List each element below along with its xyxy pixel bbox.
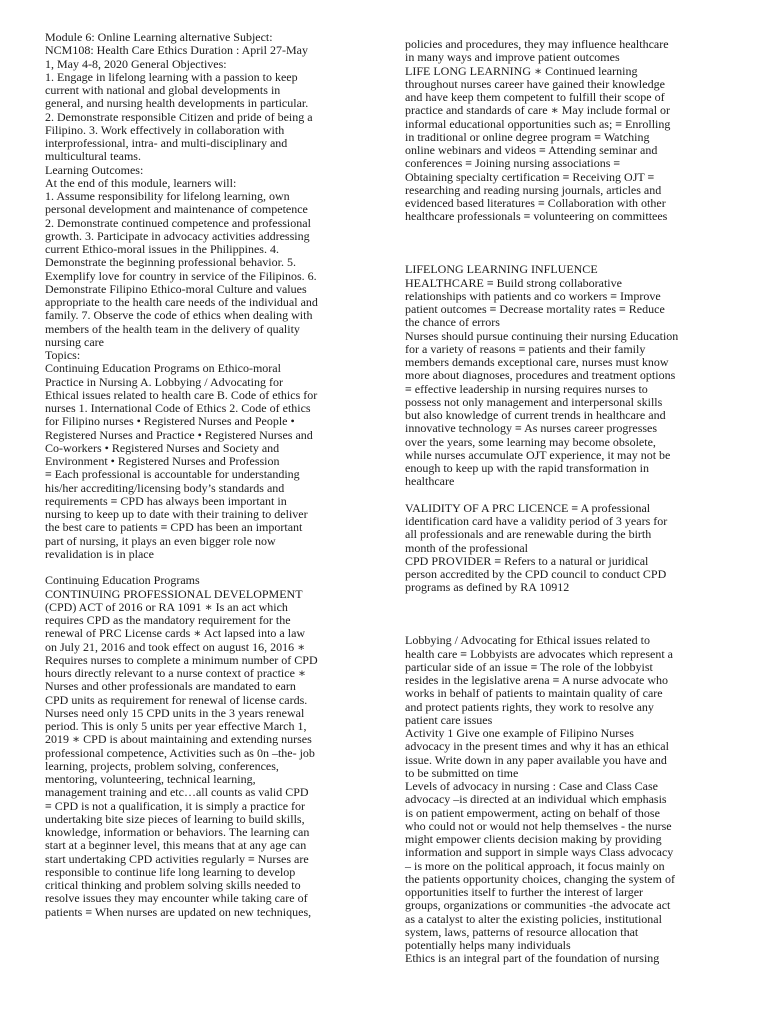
text-line: groups, organizations or communities -the advocate act [405,898,671,913]
text-line: health care ≡ Lobbyists are advocates which represent a [405,646,673,661]
text-line: informal educational opportunities such as; ≡ Enrolling [405,116,671,131]
text-line: CONTINUING PROFESSIONAL DEVELOPMENT [45,586,303,601]
text-line: particular side of an issue ≡ The role of the lobbyist [405,659,653,674]
right-text-column [405,38,751,966]
text-line: potentially helps many individuals [405,938,571,952]
text-line: opportunities itself to further the interest of larger [405,885,644,899]
text-line: possess not only management and interpersonal skills [405,394,663,409]
text-line: part of nursing, it plays an even bigger role now [45,533,276,548]
text-line: Co-workers • Registered Nurses and Society and [45,440,280,455]
text-line: management training and etc…all counts as valid CPD [45,785,309,800]
text-line: Filipino. 3. Work effectively in collaboration with [45,122,285,137]
text-line: Module 6: Online Learning alternative Subject: [45,30,273,44]
text-line: policies and procedures, they may influence healthcare [405,37,669,51]
text-line: Requires nurses to complete a minimum number of CPD [45,652,318,667]
text-line: NCM108: Health Care Ethics Duration : April 27-May [45,43,308,58]
text-line: but also knowledge of current trends in healthcare and [405,408,666,422]
text-line: 2. Demonstrate responsible Citizen and pride of being a [45,109,313,124]
text-line: healthcare [405,474,455,489]
text-line: his/her accrediting/licensing body’s standards and [45,480,285,495]
text-line [405,608,751,621]
text-line: the best care to patients ≡ CPD has been an important [45,520,303,535]
text-line: nursing to keep up to date with their training to deliver [45,507,308,521]
text-line: period. This is only 5 units per year effective March 1, [45,719,307,733]
text-line: resolve issues they may encounter while taking care of [45,891,308,906]
text-line: in traditional or online degree program ≡ Watching [405,129,650,144]
text-line: advocacy in the present times and why it has an ethical [405,739,669,754]
text-line: members demands exceptional care, nurses must know [405,355,669,369]
text-line: enough to keep up with the rapid transformation in [405,461,649,475]
text-line: current Ethico-moral issues in the Philippines. 4. [45,242,279,256]
text-line: for Filipino nurses • Registered Nurses and People • [45,414,295,429]
text-line: programs as defined by RA 10912 [405,580,570,595]
text-line: interprofessional, intra- and multi-disciplinary and [45,136,288,150]
text-line: requirements ≡ CPD has always been important in [45,493,287,508]
text-line: patient care issues [405,712,493,727]
text-line: responsible to continue life long learning to develop [45,864,296,879]
text-line: Lobbying / Advocating for Ethical issues related to [405,633,650,648]
left-text-column [45,31,357,919]
text-line: researching and reading nursing journals, articles and [405,182,662,197]
text-line: online webinars and videos ≡ Attending seminar and [405,143,658,157]
text-line: is on patient empowerment, acting on behalf of those [405,805,660,820]
text-line: 1, May 4-8, 2020 General Objectives: [45,56,227,71]
text-line: for a variety of reasons ≡ patients and their family [405,341,646,356]
text-line [405,621,751,634]
text-line: ≡ effective leadership in nursing requires nurses to [405,381,648,396]
text-line: Ethics is an integral part of the foundation of nursing [405,951,660,966]
text-line: – is more on the political approach, it focus mainly on [405,858,665,873]
text-line: nursing care [45,334,104,349]
text-line: multicultural teams. [45,149,141,164]
text-line: CPD units as requirement for renewal of license cards. [45,692,308,707]
text-line: person accredited by the CPD council to conduct CPD [405,567,667,581]
text-line: renewal of PRC License cards ∗ Act lapsed into a law [45,626,306,641]
text-line: Nurses should pursue continuing their nursing Education [405,328,679,343]
text-line: 1. Assume responsibility for lifelong learning, own [45,189,290,203]
text-line: patients ≡ When nurses are updated on new techniques, [45,904,312,919]
text-line: mentoring, volunteering, technical learning, [45,772,256,786]
text-line: 1. Engage in lifelong learning with a passion to keep [45,69,298,84]
text-line [405,250,751,263]
text-line: over the years, some learning may become obsolete, [405,434,656,449]
text-line: throughout nurses career have gained their knowledge [405,76,665,91]
text-line: information and support in simple ways Class advocacy [405,845,674,860]
text-line: LIFELONG LEARNING INFLUENCE [405,262,598,277]
text-line: nurses 1. International Code of Ethics 2. Code of ethics [45,401,311,415]
text-line: start undertaking CPD activities regularly ≡ Nurses are [45,851,309,866]
text-line [405,595,751,608]
text-line: in many ways and improve patient outcomes [405,50,620,65]
text-line: Continuing Education Programs on Ethico-moral [45,361,281,376]
text-line: as a catalyst to alter the existing policies, institutional [405,911,662,926]
text-line: Demonstrate Filipino Ethico-moral Culture and values [45,281,307,296]
text-line: family. 7. Observe the code of ethics when dealing with [45,308,313,323]
text-line: current with national and global developments in [45,83,281,97]
text-line: learning, projects, problem solving, conferences, [45,758,279,773]
text-line: relationships with patients and co workers ≡ Improve [405,288,661,303]
text-line: evidenced based literatures ≡ Collaboration with other [405,196,666,210]
text-line: start at a beginner level, this means that at any age can [45,838,307,853]
text-line: Exemplify love for country in service of the Filipinos. 6. [45,268,317,283]
text-line [405,489,751,502]
text-line: Learning Outcomes: [45,162,144,177]
text-line: 2. Demonstrate continued competence and professional [45,215,311,230]
text-line: members of the health team in the delivery of quality [45,321,300,336]
text-line: Levels of advocacy in nursing : Case and Class Case [405,779,658,793]
text-line: Demonstrate the beginning professional behavior. 5. [45,255,296,270]
text-line: Practice in Nursing A. Lobbying / Advocating for [45,374,283,389]
text-line: appropriate to the health care needs of the individual and [45,295,318,309]
text-line: undertaking bite size pieces of learning to build skills, [45,811,305,826]
text-line: requires CPD as the mandatory requirement for the [45,613,291,627]
text-line: issue. Write down in any paper available you have and [405,752,667,767]
text-line: resides in the legislative arena ≡ A nurse advocate who [405,673,669,687]
text-line: advocacy –is directed at an individual which emphasis [405,792,667,807]
text-line [45,561,357,574]
text-line: knowledge, information or behaviors. The learning can [45,825,310,839]
text-line: VALIDITY OF A PRC LICENCE ≡ A professional [405,500,651,515]
text-line: the patients opportunity choices, changing the system of [405,871,675,886]
text-line: HEALTHCARE ≡ Build strong collaborative [405,275,622,290]
text-line: healthcare professionals ≡ volunteering on committees [405,209,668,224]
text-line: personal development and maintenance of competence [45,202,308,217]
text-line: Registered Nurses and Practice • Registered Nurses and [45,427,313,442]
text-line: the chance of errors [405,315,500,330]
text-line: professional competence, Activities such as 0n –the- job [45,745,315,760]
text-line: 2019 ∗ CPD is about maintaining and extending nurses [45,732,312,747]
text-line: (CPD) ACT of 2016 or RA 1091 ∗ Is an act which [45,599,288,614]
text-line: Topics: [45,348,81,362]
text-line: works in behalf of patients to maintain quality of care [405,686,663,701]
text-line: and have keep them competent to fulfill their scope of [405,90,665,104]
text-line: Continuing Education Programs [45,573,200,588]
text-line: innovative technology ≡ As nurses career progresses [405,421,658,436]
text-line: who could not or would not help themselves - the nurse [405,818,672,833]
text-line: and protect patients rights, they work to resolve any [405,699,654,714]
text-line: general, and nursing health developments in particular. [45,96,309,111]
text-line: CPD PROVIDER ≡ Refers to a natural or juridical [405,553,649,568]
text-line: more about diagnoses, procedures and treatment options [405,368,676,383]
text-line: At the end of this module, learners will: [45,175,237,190]
text-line: patient outcomes ≡ Decrease mortality rates ≡ Reduce [405,302,665,316]
text-line: practice and standards of care ∗ May include formal or [405,103,671,118]
text-line: conferences ≡ Joining nursing associations ≡ [405,156,621,171]
text-line: LIFE LONG LEARNING ∗ Continued learning [405,63,638,78]
text-line: Environment • Registered Nurses and Profession [45,454,280,468]
text-line: to be submitted on time [405,765,519,780]
text-line: on July 21, 2016 and took effect on august 16, 2016 ∗ [45,639,306,654]
text-line: growth. 3. Participate in advocacy activities addressing [45,228,310,243]
text-line: Nurses and other professionals are mandated to earn [45,679,296,694]
text-line: month of the professional [405,540,528,555]
text-line: ≡ CPD is not a qualification, it is simply a practice for [45,798,306,813]
text-line: system, laws, patterns of resource allocation that [405,924,639,939]
text-line: Obtaining specialty certification ≡ Receiving OJT ≡ [405,169,655,184]
text-line: might empower clients decision making by providing [405,832,662,846]
text-line [405,237,751,250]
text-line: while nurses accumulate OJT experience, it may not be [405,447,671,462]
text-line [405,224,751,237]
text-line: Nurses need only 15 CPD units in the 3 years renewal [45,705,305,720]
text-line: critical thinking and problem solving skills needed to [45,878,301,892]
text-line: all professionals and are renewable during the birth [405,527,652,542]
text-line: hours directly relevant to a nurse context of practice ∗ [45,666,307,680]
text-line: ≡ Each professional is accountable for understanding [45,467,300,482]
text-line: identification card have a validity period of 3 years for [405,514,668,528]
text-line: Ethical issues related to health care B. Code of ethics for [45,387,318,402]
text-line: revalidation is in place [45,546,154,561]
text-line: Activity 1 Give one example of Filipino Nurses [405,726,634,740]
